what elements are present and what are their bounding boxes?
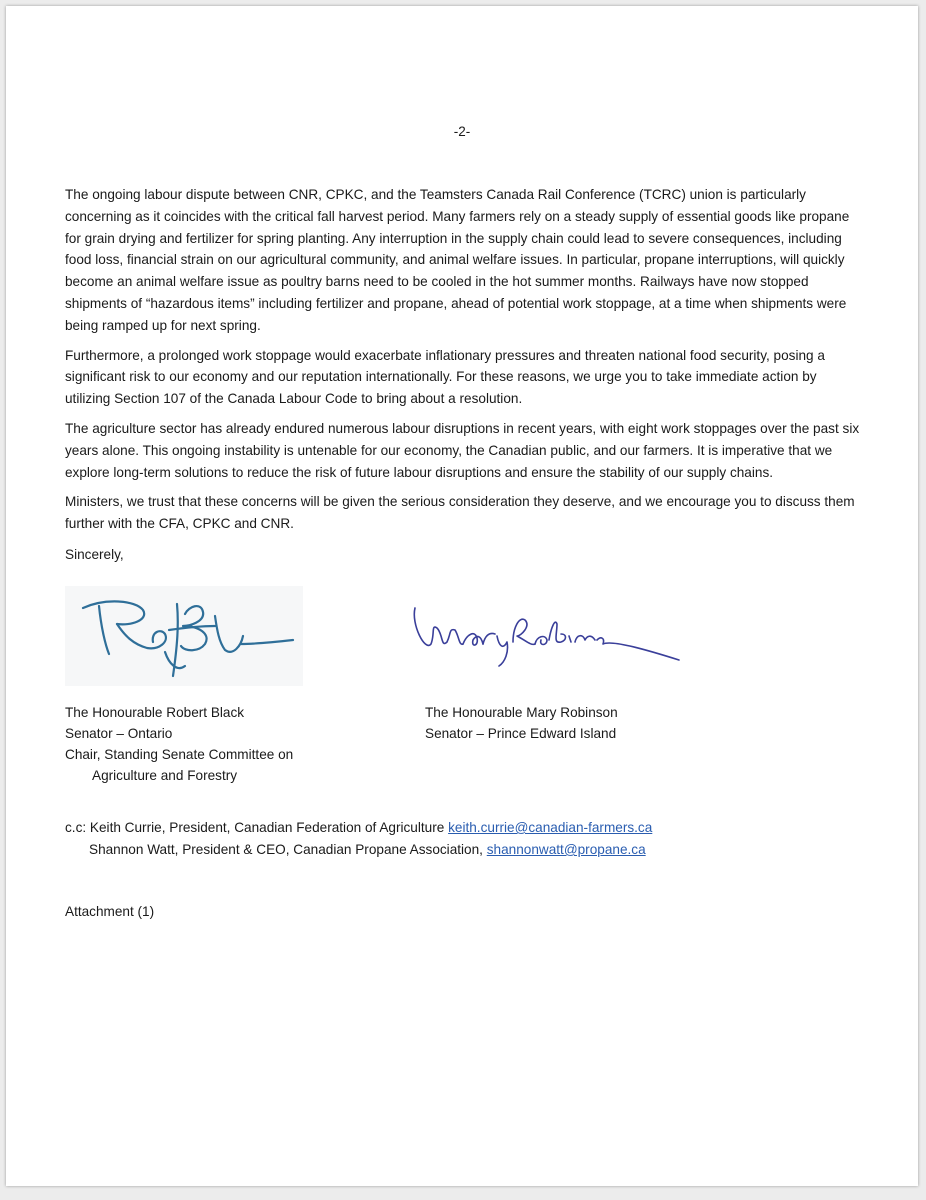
paragraph-4: Ministers, we trust that these concerns will be given the serious consideration they deserve, and we encourage you to discuss them further with the CFA, CPKC and CNR.	[65, 494, 855, 532]
closing: Sincerely,	[65, 547, 124, 562]
cc-line-1	[65, 817, 652, 839]
signature-mary-robinson	[401, 594, 683, 670]
cc-recipient-2: Shannon Watt, President & CEO, Canadian Propane Association,	[89, 842, 487, 857]
cc-recipient-1: c.c: Keith Currie, President, Canadian Federation of Agriculture	[65, 820, 449, 835]
signer-robert-black	[65, 702, 293, 786]
email-link-keith-currie[interactable]: keith.currie@canadian-farmers.ca	[448, 820, 653, 835]
email-link-shannon-watt[interactable]: shannonwatt@propane.ca	[486, 842, 646, 857]
letter-page	[6, 6, 918, 1186]
attachment-note: Attachment (1)	[65, 904, 155, 919]
paragraph-1: The ongoing labour dispute between CNR, CPKC, and the Teamsters Canada Rail Conference (TCRC) union is particularly concerning as it coincides with the critical fall harvest period. Many farmers rely on a steady supply of essential goods like propane for grain drying and fertilizer for spring planting. Any interruption in the supply chain could lead to severe consequences, including food loss, financial strain on our agricultural community, and animal welfare issues. In particular, propane interruptions, will quickly become an animal welfare issue as poultry barns need to be cooled in the hot summer months. Railways have now stopped shipments of “hazardous items” including fertilizer and propane, ahead of potential work stoppage, at a time when shipments were being ramped up for next spring.	[65, 187, 850, 333]
signer-role: Chair, Standing Senate Committee on	[65, 747, 294, 762]
signer-name: The Honourable Mary Robinson	[425, 705, 618, 720]
signature-left-drawing	[65, 586, 303, 686]
signer-role-continued: Agriculture and Forestry	[92, 768, 238, 783]
page-number: -2-	[453, 124, 471, 139]
signer-name: The Honourable Robert Black	[65, 705, 245, 720]
cc-block	[65, 817, 652, 861]
signature-right-drawing	[401, 594, 683, 670]
signature-robert-black	[65, 586, 303, 686]
signer-mary-robinson	[425, 702, 618, 744]
cc-line-2	[65, 839, 652, 861]
letter-body	[65, 184, 861, 543]
paragraph-3: The agriculture sector has already endured numerous labour disruptions in recent years, with eight work stoppages over the past six years alone. This ongoing instability is untenable for our economy, the Canadian public, and our farmers. It is imperative that we explore long-term solutions to reduce the risk of future labour disruptions and ensure the stability of our supply chains.	[65, 420, 860, 480]
signer-title: Senator – Prince Edward Island	[425, 726, 617, 741]
signer-title: Senator – Ontario	[65, 726, 173, 741]
paragraph-2: Furthermore, a prolonged work stoppage would exacerbate inflationary pressures and threaten national food security, posing a significant risk to our economy and our reputation internationally. For these reasons, we urge you to take immediate action by utilizing Section 107 of the Canada Labour Code to bring about a resolution.	[65, 347, 825, 407]
